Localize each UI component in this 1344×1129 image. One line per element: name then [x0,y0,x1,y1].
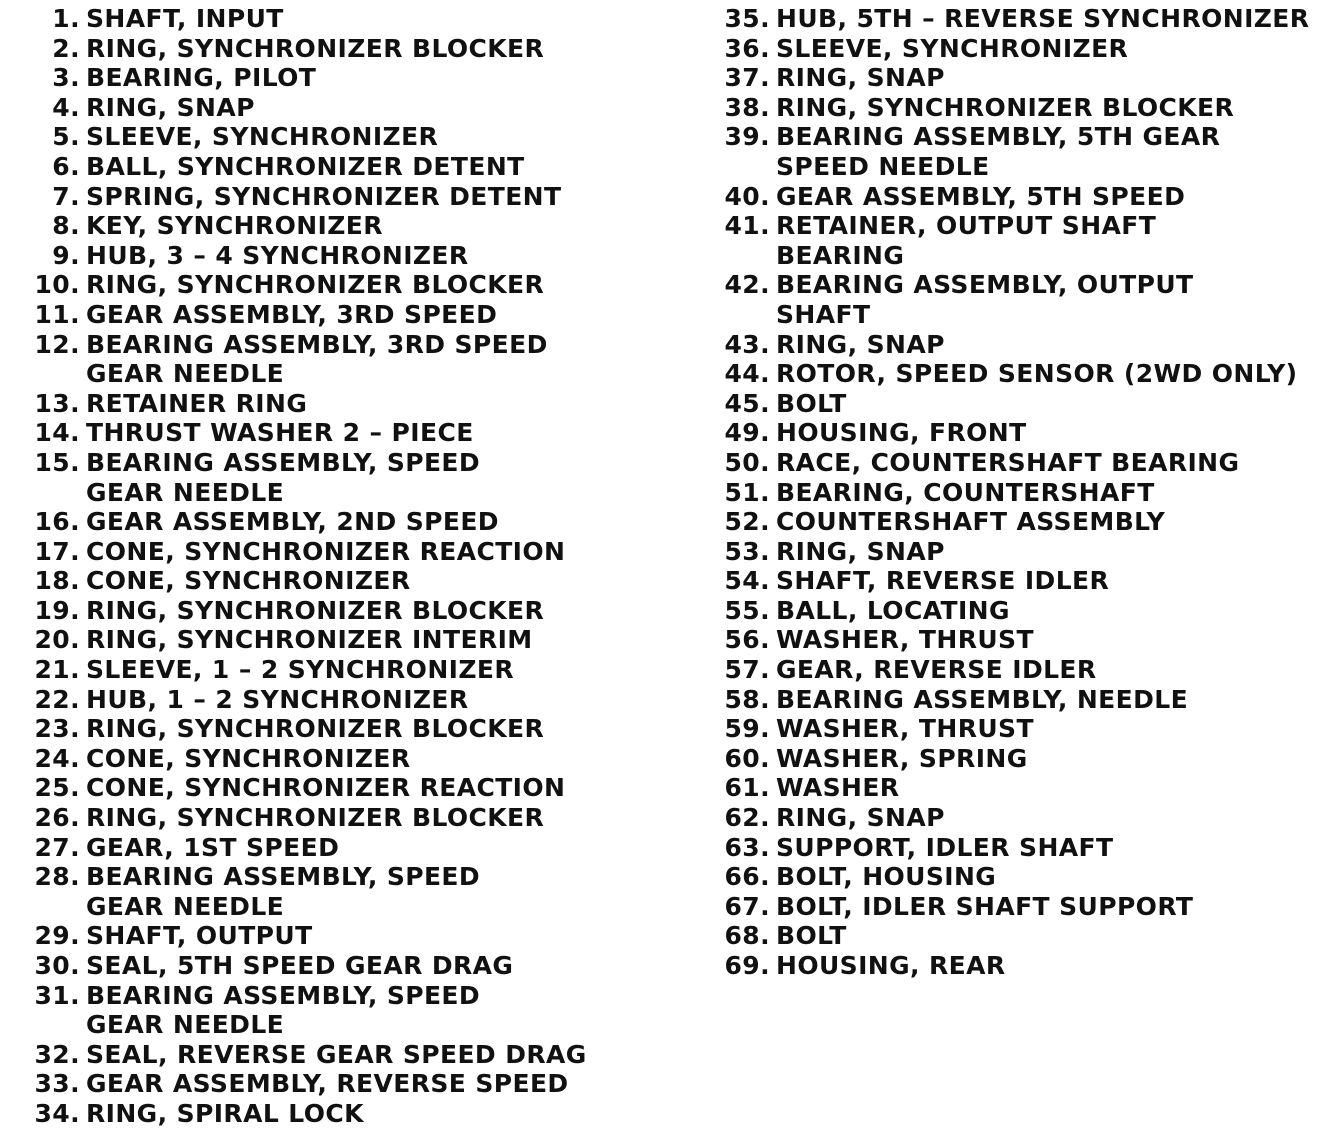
part-description: COUNTERSHAFT ASSEMBLY [776,507,1166,537]
part-number: 37. [724,63,770,93]
part-description: BEARING ASSEMBLY, 5TH GEAR [776,122,1221,152]
parts-list-item [28,862,628,892]
part-description: GEAR ASSEMBLY, 3RD SPEED [86,299,498,329]
part-description: HUB, 5TH – REVERSE SYNCHRONIZER [776,4,1310,33]
part-description: CONE, SYNCHRONIZER [86,743,411,773]
part-number: 8. [52,211,80,241]
parts-list-item [718,478,1318,508]
parts-list-item [28,744,628,774]
parts-list-item [28,566,628,596]
part-description: SHAFT, INPUT [86,4,284,33]
part-description: HOUSING, REAR [776,951,1006,980]
part-description: GEAR ASSEMBLY, 2ND SPEED [86,507,499,537]
part-description: RETAINER RING [86,388,308,418]
part-description: WASHER, THRUST [776,625,1034,655]
parts-list-item [28,833,628,863]
part-description: HUB, 3 – 4 SYNCHRONIZER [86,240,469,270]
parts-list-item [718,389,1318,419]
part-description: BOLT, IDLER SHAFT SUPPORT [776,891,1194,921]
part-description: BEARING ASSEMBLY, SPEED [86,862,481,892]
parts-list-item [28,182,628,212]
part-description: CONE, SYNCHRONIZER REACTION [86,773,566,803]
part-number: 28. [34,862,80,892]
parts-list-item-continuation [718,152,1318,182]
part-description: RING, SYNCHRONIZER INTERIM [86,625,533,655]
part-description-continued: GEAR NEEDLE [86,1010,285,1040]
part-number: 39. [724,122,770,152]
parts-list-item [28,537,628,567]
part-number: 33. [34,1069,80,1099]
parts-list-item-continuation [718,241,1318,271]
part-number: 30. [34,951,80,980]
part-number: 15. [34,447,80,477]
part-description: BEARING, COUNTERSHAFT [776,477,1155,507]
part-number: 49. [724,418,770,448]
part-number: 2. [52,33,80,63]
part-number: 14. [34,418,80,448]
part-description: SLEEVE, 1 – 2 SYNCHRONIZER [86,655,515,685]
part-description: CONE, SYNCHRONIZER [86,566,411,596]
parts-list-item [718,537,1318,567]
parts-list-item-continuation [28,1010,628,1040]
part-number: 24. [34,743,80,773]
parts-list-item [28,4,628,34]
part-number: 17. [34,536,80,566]
part-number: 53. [724,536,770,566]
part-number: 25. [34,773,80,803]
part-number: 4. [52,92,80,122]
part-number: 55. [724,595,770,625]
parts-list-item [718,448,1318,478]
part-number: 40. [724,181,770,211]
part-description-continued: GEAR NEEDLE [86,891,285,921]
part-description: BEARING, PILOT [86,63,317,93]
parts-list-item [28,418,628,448]
part-number: 45. [724,388,770,418]
part-number: 66. [724,862,770,892]
part-number: 68. [724,921,770,951]
parts-list-item [28,448,628,478]
part-description: SPRING, SYNCHRONIZER DETENT [86,181,562,211]
part-number: 44. [724,359,770,389]
part-number: 57. [724,655,770,685]
parts-list-item [718,714,1318,744]
part-description: RING, SNAP [86,92,255,122]
part-description: WASHER [776,773,900,803]
parts-list-item-continuation [28,359,628,389]
part-description: SUPPORT, IDLER SHAFT [776,832,1114,862]
part-number: 31. [34,980,80,1010]
parts-list-item [718,507,1318,537]
parts-list-item [718,833,1318,863]
part-number: 62. [724,803,770,833]
part-number: 35. [724,4,770,33]
parts-list-item [28,122,628,152]
parts-list-item [28,300,628,330]
parts-list-item [28,152,628,182]
parts-list-item [718,63,1318,93]
parts-list-item [28,803,628,833]
parts-list-right-column [718,4,1318,981]
part-description: WASHER, SPRING [776,743,1028,773]
parts-list-item [718,93,1318,123]
part-description: BOLT [776,921,847,951]
part-number: 52. [724,507,770,537]
part-number: 26. [34,803,80,833]
part-number: 27. [34,832,80,862]
part-description: RING, SNAP [776,63,945,93]
part-description: SHAFT, OUTPUT [86,921,313,951]
part-number: 43. [724,329,770,359]
part-description: RING, SYNCHRONIZER BLOCKER [86,595,545,625]
part-number: 13. [34,388,80,418]
part-description: GEAR, 1ST SPEED [86,832,340,862]
parts-list-item [28,34,628,64]
part-number: 54. [724,566,770,596]
parts-list-item [28,1099,628,1129]
part-number: 10. [34,270,80,300]
part-description: HUB, 1 – 2 SYNCHRONIZER [86,684,469,714]
parts-list-item [28,389,628,419]
part-number: 60. [724,743,770,773]
part-description: RING, SYNCHRONIZER BLOCKER [86,270,545,300]
parts-list-left-column [28,4,628,1129]
part-number: 34. [34,1098,80,1128]
part-number: 41. [724,211,770,241]
part-number: 20. [34,625,80,655]
parts-list-item [718,685,1318,715]
part-number: 16. [34,507,80,537]
part-number: 61. [724,773,770,803]
part-number: 51. [724,477,770,507]
part-description: RING, SYNCHRONIZER BLOCKER [776,92,1235,122]
parts-list-item [28,773,628,803]
parts-list-item [28,596,628,626]
parts-list-item [718,744,1318,774]
parts-list-item [718,625,1318,655]
parts-list-item [718,182,1318,212]
parts-list-item [718,951,1318,981]
parts-list-item [28,93,628,123]
part-number: 32. [34,1039,80,1069]
part-description-continued: BEARING [776,240,905,270]
part-description: BALL, SYNCHRONIZER DETENT [86,151,525,181]
parts-list-item [718,330,1318,360]
part-description: RING, SYNCHRONIZER BLOCKER [86,803,545,833]
part-description: RING, SNAP [776,803,945,833]
parts-list-item [28,1069,628,1099]
part-number: 23. [34,714,80,744]
part-description: BEARING ASSEMBLY, OUTPUT [776,270,1194,300]
parts-list-item [718,892,1318,922]
part-number: 21. [34,655,80,685]
parts-list-item [28,685,628,715]
part-number: 50. [724,447,770,477]
part-number: 38. [724,92,770,122]
part-description: GEAR, REVERSE IDLER [776,655,1097,685]
part-description: RING, SNAP [776,536,945,566]
parts-list-item [718,4,1318,34]
part-number: 42. [724,270,770,300]
part-number: 6. [52,151,80,181]
part-description: RING, SYNCHRONIZER BLOCKER [86,714,545,744]
part-description: BOLT, HOUSING [776,862,997,892]
part-description: KEY, SYNCHRONIZER [86,211,383,241]
part-description: SEAL, 5TH SPEED GEAR DRAG [86,951,514,980]
parts-list-item [718,596,1318,626]
parts-list-item [718,655,1318,685]
parts-list-item-continuation [28,892,628,922]
parts-list-item [28,270,628,300]
parts-list-item [718,34,1318,64]
part-description: SLEEVE, SYNCHRONIZER [776,33,1129,63]
parts-list-item-continuation [28,478,628,508]
parts-list-item [718,418,1318,448]
parts-list-item [28,63,628,93]
parts-list-item [718,566,1318,596]
part-description: BEARING ASSEMBLY, SPEED [86,980,481,1010]
part-description: HOUSING, FRONT [776,418,1027,448]
part-number: 12. [34,329,80,359]
part-description: BALL, LOCATING [776,595,1010,625]
parts-list-item [718,862,1318,892]
part-number: 5. [52,122,80,152]
parts-list-item [718,359,1318,389]
parts-list-item-continuation [718,300,1318,330]
part-number: 3. [52,63,80,93]
parts-list-item [28,507,628,537]
part-description: THRUST WASHER 2 – PIECE [86,418,474,448]
part-description: BEARING ASSEMBLY, NEEDLE [776,684,1189,714]
part-number: 1. [52,4,80,33]
part-description: BEARING ASSEMBLY, 3RD SPEED [86,329,548,359]
parts-list-item [718,921,1318,951]
part-description: SHAFT, REVERSE IDLER [776,566,1110,596]
part-number: 22. [34,684,80,714]
part-description-continued: GEAR NEEDLE [86,477,285,507]
part-description: BEARING ASSEMBLY, SPEED [86,447,481,477]
part-description: RING, SNAP [776,329,945,359]
part-description: RETAINER, OUTPUT SHAFT [776,211,1157,241]
part-number: 9. [52,240,80,270]
part-number: 63. [724,832,770,862]
part-number: 56. [724,625,770,655]
part-number: 18. [34,566,80,596]
parts-list-item [718,803,1318,833]
parts-list-item [718,211,1318,241]
parts-list-item [718,122,1318,152]
parts-list-item [28,1040,628,1070]
part-description: ROTOR, SPEED SENSOR (2WD ONLY) [776,359,1298,389]
part-number: 11. [34,299,80,329]
parts-list-item [28,241,628,271]
part-number: 29. [34,921,80,951]
part-description: SLEEVE, SYNCHRONIZER [86,122,439,152]
parts-list-item [28,211,628,241]
parts-list-item [28,625,628,655]
part-number: 36. [724,33,770,63]
parts-list-item [28,921,628,951]
part-number: 58. [724,684,770,714]
part-description: WASHER, THRUST [776,714,1034,744]
part-number: 19. [34,595,80,625]
part-description: SEAL, REVERSE GEAR SPEED DRAG [86,1039,587,1069]
part-description: RING, SPIRAL LOCK [86,1098,364,1128]
part-number: 67. [724,891,770,921]
parts-list-item [28,714,628,744]
part-number: 69. [724,951,770,980]
parts-list-item [718,773,1318,803]
part-description-continued: GEAR NEEDLE [86,359,285,389]
parts-list-item [718,270,1318,300]
parts-list-item [28,951,628,981]
part-number: 7. [52,181,80,211]
parts-list-item [28,655,628,685]
parts-list-item [28,981,628,1011]
part-description: CONE, SYNCHRONIZER REACTION [86,536,566,566]
part-description: GEAR ASSEMBLY, 5TH SPEED [776,181,1186,211]
part-description: BOLT [776,388,847,418]
part-description-continued: SHAFT [776,299,871,329]
part-description: RACE, COUNTERSHAFT BEARING [776,447,1240,477]
parts-list-item [28,330,628,360]
part-description-continued: SPEED NEEDLE [776,151,990,181]
part-number: 59. [724,714,770,744]
part-description: RING, SYNCHRONIZER BLOCKER [86,33,545,63]
part-description: GEAR ASSEMBLY, REVERSE SPEED [86,1069,569,1099]
